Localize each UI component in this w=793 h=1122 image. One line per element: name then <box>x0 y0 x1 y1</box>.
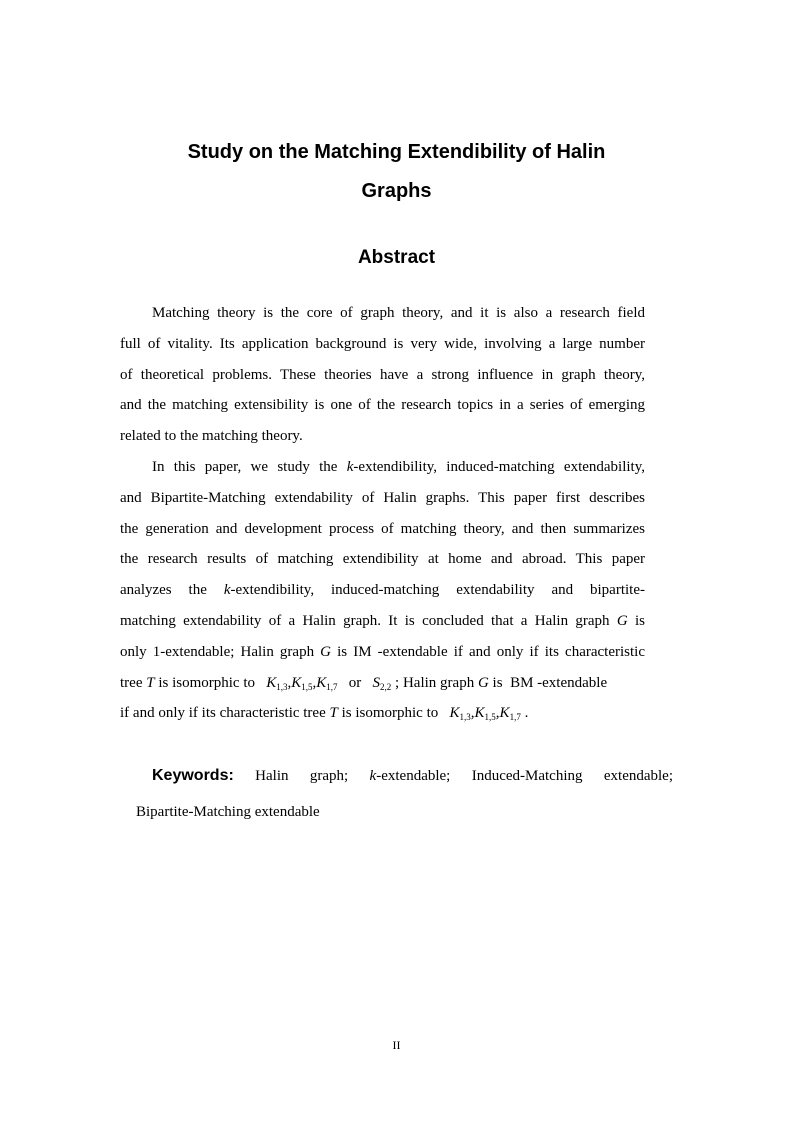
keywords-line-1-content: Keywords: Halin graph; k-extendable; Induced-Matching extendable; <box>152 767 673 784</box>
abstract-heading: Abstract <box>357 247 436 268</box>
para1-line-2: full of vitality. Its application background is very wide, involving a large number <box>120 335 645 352</box>
para2-line-3: the generation and development process of matching theory, and then summarizes <box>120 520 645 537</box>
para1-line-5: related to the matching theory. <box>120 428 303 445</box>
math-k17: $K_{1,7}$ <box>316 674 338 692</box>
math-s22: $S_{2,2}$ <box>372 674 392 692</box>
keywords-line-1 <box>152 761 673 791</box>
para1-line-1: Matching theory is the core of graph theory, and it is also a research field <box>152 305 645 321</box>
para2-line-1: In this paper, we study the k-extendibility, induced-matching extendability, <box>152 458 645 475</box>
keywords-line-2: Bipartite-Matching extendable <box>136 804 320 820</box>
im-symbol: IM <box>353 643 372 660</box>
para2-line-7: only 1-extendable; Halin graph G is IM -extendable if and only if its characteristic <box>120 643 645 660</box>
paper-title-line-1: Study on the Matching Extendibility of Halin <box>187 141 606 163</box>
paper-title-line-2: Graphs <box>361 180 432 202</box>
para1-line-4: and the matching extensibility is one of the research topics in a series of emerging <box>120 397 645 414</box>
para2-line-9: if and only if its characteristic tree T is isomorphic to $K_{1,3},K_{1,5},K_{1,7}$ . <box>120 705 529 723</box>
bm-symbol: BM <box>510 674 534 691</box>
math-k17-b: $K_{1,7}$ <box>499 705 521 723</box>
keywords-label: Keywords: <box>152 767 234 784</box>
para2-line-6: matching extendability of a Halin graph. It is concluded that a Halin graph G is <box>120 612 645 629</box>
math-k13: $K_{1,3}$ <box>266 674 288 692</box>
math-k13-b: $K_{1,3}$ <box>449 705 471 723</box>
para2-line-5: analyzes the k-extendibility, induced-matching extendability and bipartite- <box>120 582 645 599</box>
para2-line-4: the research results of matching extendibility at home and abroad. This paper <box>120 551 645 568</box>
para2-line-2: and Bipartite-Matching extendability of Halin graphs. This paper first describes <box>120 489 645 506</box>
abstract-body <box>120 298 645 729</box>
para2-line-8: tree T is isomorphic to $K_{1,3},K_{1,5},K_{1,7}$ or $S_{2,2}$ ; Halin graph G is BM -extendable <box>120 674 608 692</box>
math-k15: $K_{1,5}$ <box>291 674 313 692</box>
math-k15-b: $K_{1,5}$ <box>474 705 496 723</box>
page-number: II <box>392 1038 401 1052</box>
para1-line-3: of theoretical problems. These theories have a strong influence in graph theory, <box>120 366 645 383</box>
